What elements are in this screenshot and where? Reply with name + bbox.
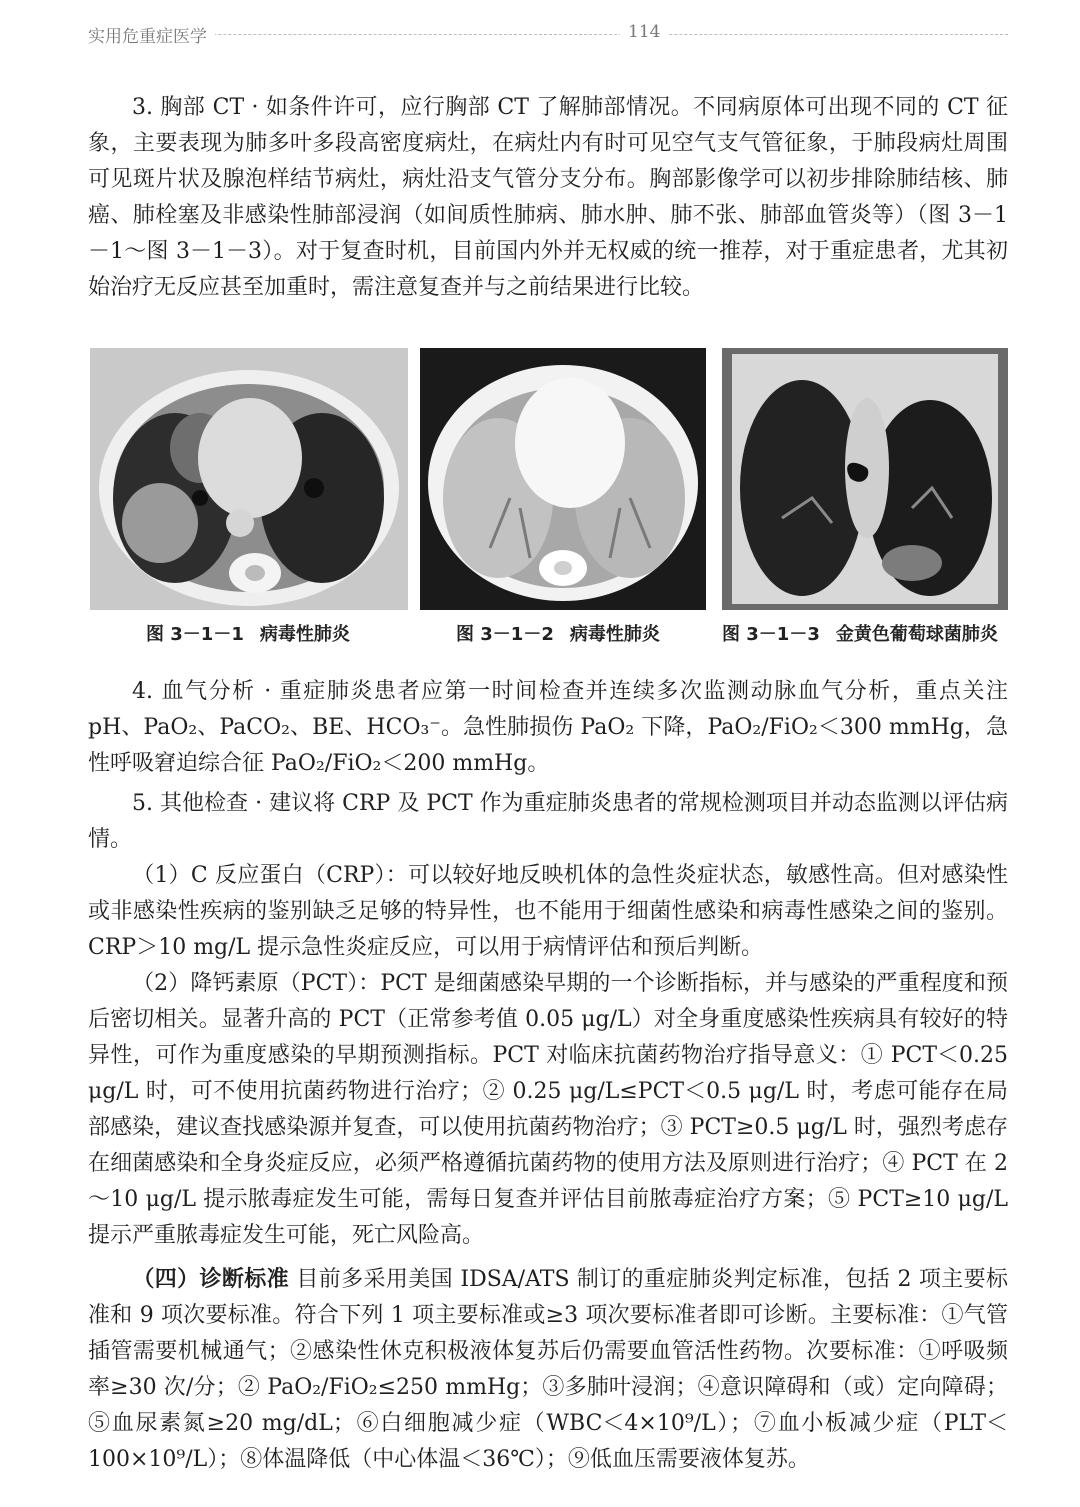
blood-gas-text: 4. 血气分析 · 重症肺炎患者应第一时间检查并连续多次监测动脉血气分析，重点关注 pH、PaO₂、PaCO₂、BE、HCO₃⁻。急性肺损伤 PaO₂ 下降，PaO₂/FiO₂＜300 mmHg，急性呼吸窘迫综合征 PaO₂/FiO₂＜200 mmHg。 [88,679,1008,776]
ct-image-staph-pneumonia [722,348,1008,610]
ct-image-viral-pneumonia-2 [420,348,706,610]
paragraph-crp [88,858,1008,966]
figure-label-1: 图 3－1－1 [146,624,244,645]
figure-caption-2 [456,620,660,646]
figure-title-3: 金黄色葡萄球菌肺炎 [835,624,998,645]
diagnosis-text: 目前多采用美国 IDSA/ATS 制订的重症肺炎判定标准，包括 2 项主要标准和 9 项次要标准。符合下列 1 项主要标准或≥3 项次要标准者即可诊断。主要标准：①气管插管需要机械通气；②感染性休克积极液体复苏后仍需要血管活性药物。次要标准：①呼吸频率≥30 次/分；② PaO₂/FiO₂≤250 mmHg；③多肺叶浸润；④意识障碍和（或）定向障碍；⑤血尿素氮≥20 mg/dL；⑥白细胞减少症（WBC＜4×10⁹/L）；⑦血小板减少症（PLT＜100×10⁹/L）；⑧体温降低（中心体温＜36℃）；⑨低血压需要液体复苏。 [88,1267,1008,1472]
running-header [88,14,1008,48]
chest-ct-text: 3. 胸部 CT · 如条件许可，应行胸部 CT 了解肺部情况。不同病原体可出现不同的 CT 征象，主要表现为肺多叶多段高密度病灶，在病灶内有时可见空气支气管征象，于肺段病灶周围可见斑片状及腺泡样结节病灶，病灶沿支气管分支分布。胸部影像学可以初步排除肺结核、肺癌、肺栓塞及非感染性肺部浸润（如间质性肺病、肺水肿、肺不张、肺部血管炎等）（图 3－1－1～图 3－1－3）。对于复查时机，目前国内外并无权威的统一推荐，对于重症患者，尤其初始治疗无反应甚至加重时，需注意复查并与之前结果进行比较。 [88,95,1009,300]
paragraph-diagnosis [88,1262,1008,1478]
pct-text: （2）降钙素原（PCT）：PCT 是细菌感染早期的一个诊断指标，并与感染的严重程度和预后密切相关。显著升高的 PCT（正常参考值 0.05 μg/L）对全身重度感染性疾病具有较好的特异性，可作为重度感染的早期预测指标。PCT 对临床抗菌药物治疗指导意义：① PCT＜0.25 μg/L 时，可不使用抗菌药物进行治疗；② 0.25 μg/L≤PCT＜0.5 μg/L 时，考虑可能存在局部感染，建议查找感染源并复查，可以使用抗菌药物治疗；③ PCT≥0.5 μg/L 时，强烈考虑存在细菌感染和全身炎症反应，必须严格遵循抗菌药物的使用方法及原则进行治疗；④ PCT 在 2～10 μg/L 提示脓毒症发生可能，需每日复查并评估目前脓毒症治疗方案；⑤ PCT≥10 μg/L 提示严重脓毒症发生可能，死亡风险高。 [88,971,1008,1248]
paragraph-blood-gas [88,674,1008,782]
paragraph-other-tests [88,786,1008,858]
figure-caption-1 [146,620,350,646]
figure-title-1: 病毒性肺炎 [259,624,350,645]
other-tests-text: 5. 其他检查 · 建议将 CRP 及 PCT 作为重症肺炎患者的常规检测项目并动态监测以评估病情。 [88,791,1008,852]
page-number: 114 [620,22,668,42]
header-divider [88,34,1008,35]
crp-text: （1）C 反应蛋白（CRP）：可以较好地反映机体的急性炎症状态，敏感性高。但对感染性或非感染性疾病的鉴别缺乏足够的特异性，也不能用于细菌性感染和病毒性感染之间的鉴别。CRP＞10 mg/L 提示急性炎症反应，可以用于病情评估和预后判断。 [88,863,1008,960]
figure-title-2: 病毒性肺炎 [569,624,660,645]
paragraph-chest-ct [88,90,1008,306]
figure-caption-3 [722,620,998,646]
section-heading-diagnosis: （四）诊断标准 [132,1267,290,1292]
ct-image-viral-pneumonia-1 [90,348,408,610]
figure-label-2: 图 3－1－2 [456,624,554,645]
figure-label-3: 图 3－1－3 [722,624,820,645]
paragraph-pct [88,966,1008,1254]
book-title: 实用危重症医学 [88,22,215,47]
